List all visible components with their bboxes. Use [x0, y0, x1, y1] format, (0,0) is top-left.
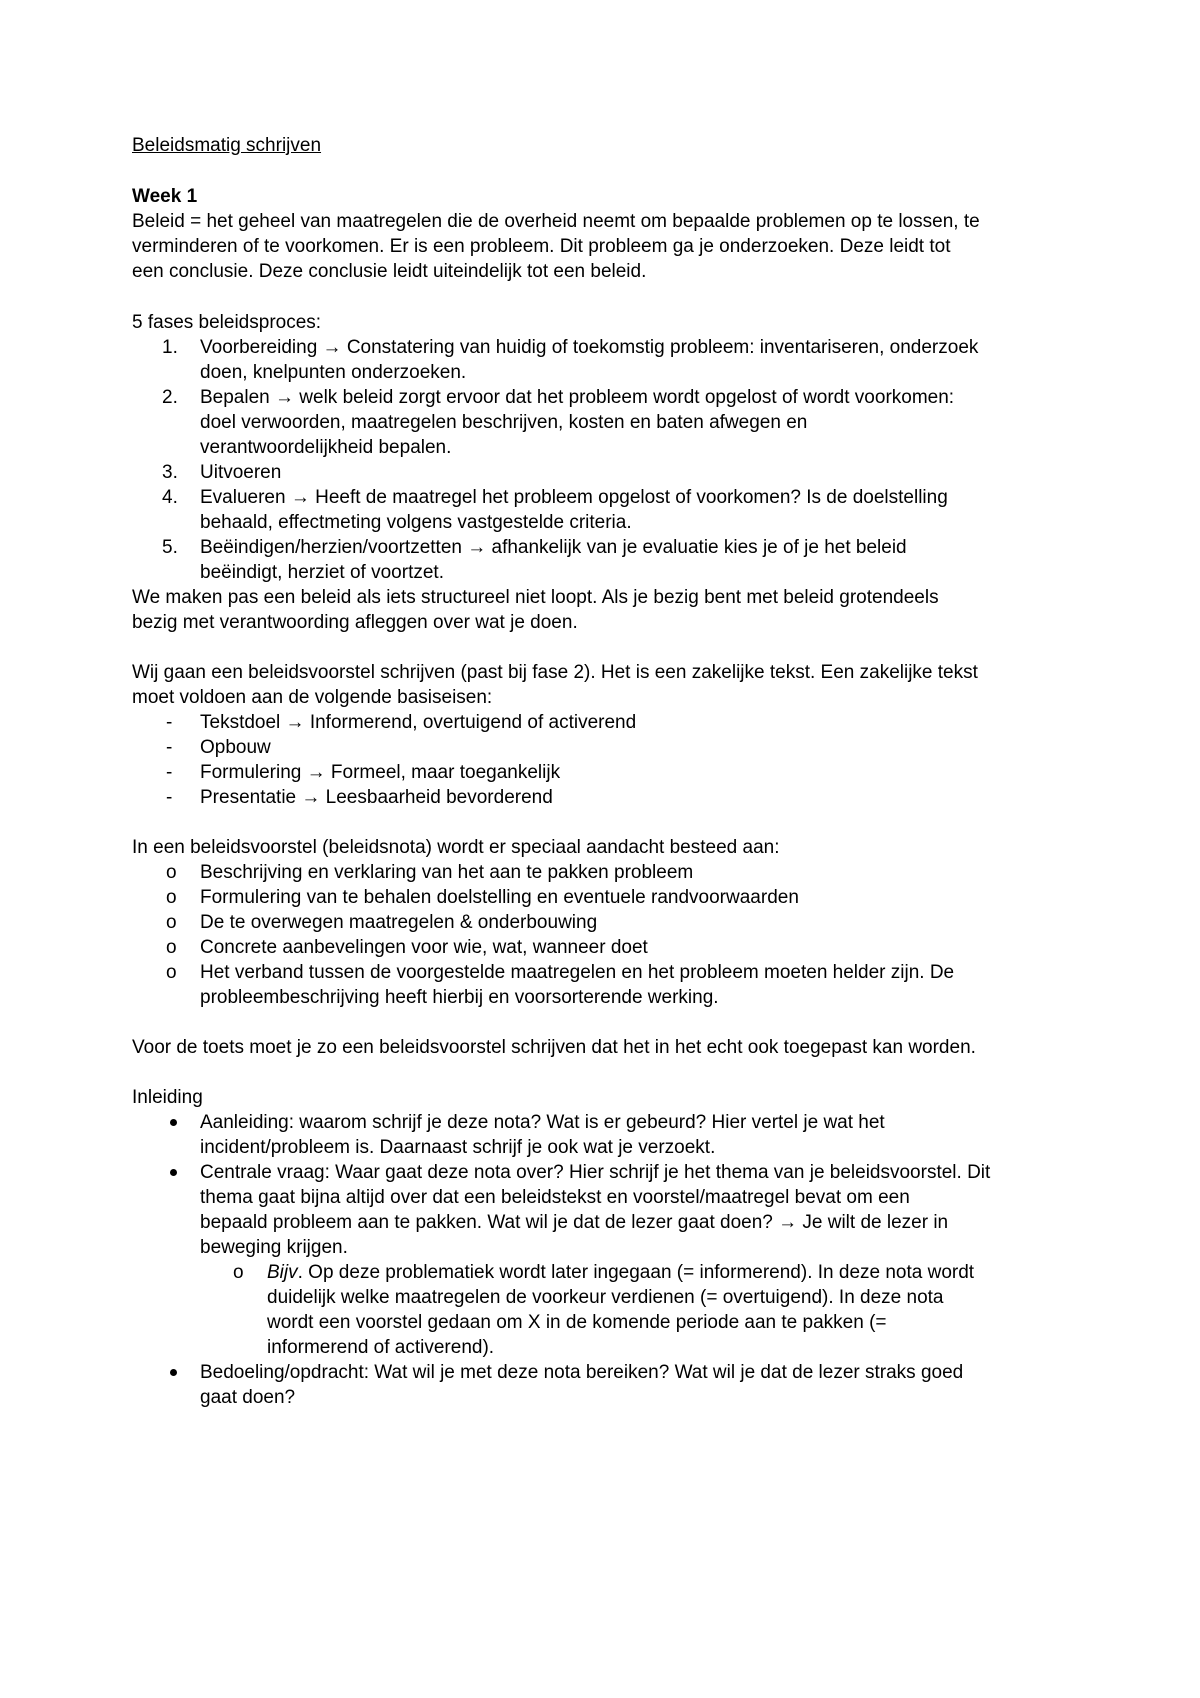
phase-line: Bepalen → welk beleid zorgt ervoor dat het probleem wordt opgelost of wordt voorkomen: [200, 387, 955, 408]
list-number: 3. [162, 462, 178, 483]
inleiding-item: bepaald probleem aan te pakken. Wat wil je dat de lezer gaat doen? → Je wilt de lezer in [200, 1212, 949, 1233]
dash-marker: - [166, 712, 173, 733]
attention-item: Het verband tussen de voorgestelde maatregelen en het probleem moeten helder zijn. De [200, 962, 955, 983]
attention-item: probleembeschrijving heeft hierbij en voorsorterende werking. [200, 987, 719, 1008]
dash-marker: - [166, 787, 173, 808]
dash-marker: - [166, 737, 173, 758]
paragraph-line: moet voldoen aan de volgende basiseisen: [132, 687, 493, 708]
inleiding-item: gaat doen? [200, 1387, 296, 1408]
intro-line: Beleid = het geheel van maatregelen die de overheid neemt om bepaalde problemen op te lossen, te [132, 211, 980, 232]
bullet-dot [170, 1169, 177, 1176]
list-number: 1. [162, 337, 178, 358]
inleiding-item: Centrale vraag: Waar gaat deze nota over? Hier schrijf je het thema van je beleidsvoorstel. Dit [200, 1162, 991, 1183]
phase-line: doel verwoorden, maatregelen beschrijven, kosten en baten afwegen en [200, 412, 808, 433]
example-label: Bijv [267, 1262, 298, 1283]
sub-item [267, 1261, 974, 1285]
attention-item: Concrete aanbevelingen voor wie, wat, wanneer doet [200, 937, 648, 958]
phase-line: beëindigt, herziet of voortzet. [200, 562, 444, 583]
paragraph-line: We maken pas een beleid als iets structureel niet loopt. Als je bezig bent met beleid grotendeels [132, 587, 939, 608]
phase-line: Voorbereiding → Constatering van huidig of toekomstig probleem: inventariseren, onderzoek [200, 337, 979, 358]
bullet-dot [170, 1119, 177, 1126]
phases-heading: 5 fases beleidsproces: [132, 312, 322, 333]
requirement-item: Tekstdoel → Informerend, overtuigend of activerend [200, 712, 637, 733]
section-heading: Inleiding [132, 1087, 203, 1108]
phase-line: Uitvoeren [200, 462, 282, 483]
requirement-item: Opbouw [200, 737, 271, 758]
inleiding-item: beweging krijgen. [200, 1237, 348, 1258]
attention-item: Beschrijving en verklaring van het aan te pakken probleem [200, 862, 694, 883]
sub-item: informerend of activerend). [267, 1337, 495, 1358]
paragraph-line: Voor de toets moet je zo een beleidsvoorstel schrijven dat het in het echt ook toegepast kan worden. [132, 1037, 976, 1058]
list-number: 5. [162, 537, 178, 558]
inleiding-item: incident/probleem is. Daarnaast schrijf je ook wat je verzoekt. [200, 1137, 716, 1158]
phase-line: verantwoordelijkheid bepalen. [200, 437, 452, 458]
paragraph-line: bezig met verantwoording afleggen over wat je doen. [132, 612, 578, 633]
phase-line: Beëindigen/herzien/voortzetten → afhankelijk van je evaluatie kies je of je het beleid [200, 537, 907, 558]
week-heading: Week 1 [132, 186, 198, 207]
circle-marker: o [166, 862, 177, 883]
list-number: 4. [162, 487, 178, 508]
circle-marker: o [166, 887, 177, 908]
requirement-item: Formulering → Formeel, maar toegankelijk [200, 762, 561, 783]
intro-line: een conclusie. Deze conclusie leidt uiteindelijk tot een beleid. [132, 261, 647, 282]
example-text: . Op deze problematiek wordt later ingegaan (= informerend). In deze nota wordt [297, 1262, 975, 1283]
bullet-dot [170, 1369, 177, 1376]
circle-marker: o [166, 937, 177, 958]
phase-line: behaald, effectmeting volgens vastgestelde criteria. [200, 512, 632, 533]
inleiding-item: Aanleiding: waarom schrijf je deze nota? Wat is er gebeurd? Hier vertel je wat het [200, 1112, 885, 1133]
intro-line: verminderen of te voorkomen. Er is een probleem. Dit probleem ga je onderzoeken. Deze leidt tot [132, 236, 951, 257]
phase-line: doen, knelpunten onderzoeken. [200, 362, 467, 383]
circle-marker: o [233, 1262, 244, 1283]
phase-line: Evalueren → Heeft de maatregel het probleem opgelost of voorkomen? Is de doelstelling [200, 487, 948, 508]
sub-item: duidelijk welke maatregelen de voorkeur verdienen (= overtuigend). In deze nota [267, 1287, 944, 1308]
list-number: 2. [162, 387, 178, 408]
circle-marker: o [166, 912, 177, 933]
paragraph-line: Wij gaan een beleidsvoorstel schrijven (past bij fase 2). Het is een zakelijke tekst. Een zakelijke tekst [132, 662, 978, 683]
attention-item: Formulering van te behalen doelstelling en eventuele randvoorwaarden [200, 887, 799, 908]
inleiding-item: Bedoeling/opdracht: Wat wil je met deze nota bereiken? Wat wil je dat de lezer straks goed [200, 1362, 964, 1383]
paragraph-line: In een beleidsvoorstel (beleidsnota) wordt er speciaal aandacht besteed aan: [132, 837, 780, 858]
sub-item: wordt een voorstel gedaan om X in de komende periode aan te pakken (= [267, 1312, 887, 1333]
circle-marker: o [166, 962, 177, 983]
dash-marker: - [166, 762, 173, 783]
attention-item: De te overwegen maatregelen & onderbouwing [200, 912, 598, 933]
requirement-item: Presentatie → Leesbaarheid bevorderend [200, 787, 553, 808]
document-title: Beleidsmatig schrijven [132, 135, 322, 156]
inleiding-item: thema gaat bijna altijd over dat een beleidstekst en voorstel/maatregel bevat om een [200, 1187, 910, 1208]
